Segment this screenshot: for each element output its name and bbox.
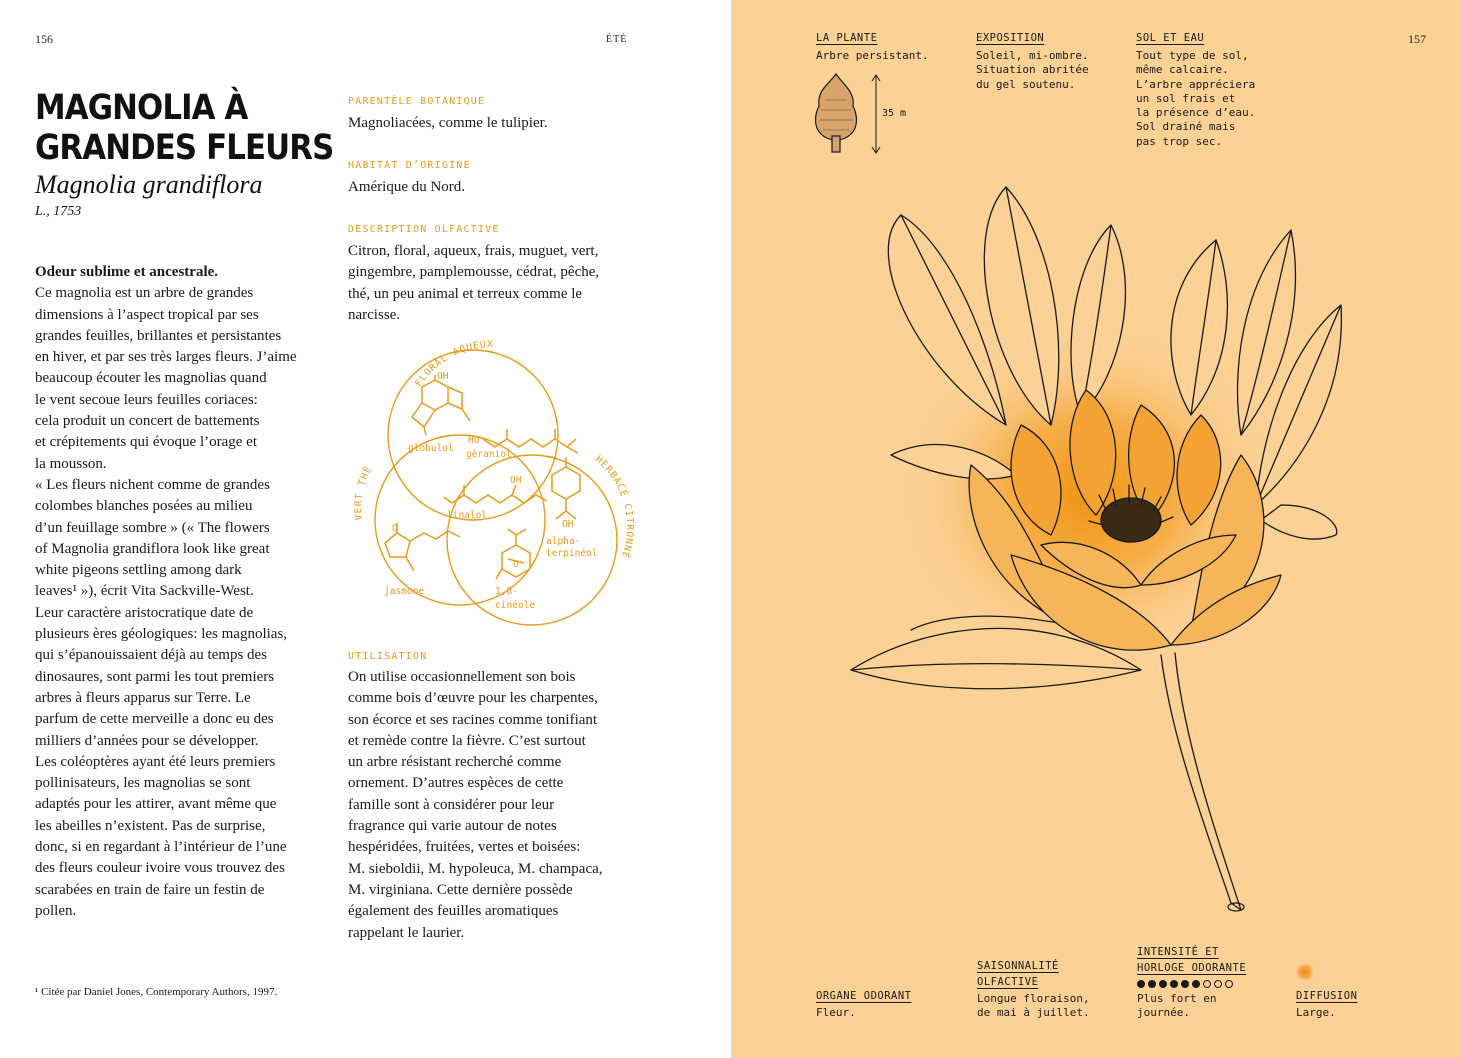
intro-line: donc, si en regardant à l’intérieur de l’une bbox=[35, 839, 287, 856]
diffusion-text: Large. bbox=[1296, 1006, 1336, 1019]
intensity-dot-empty bbox=[1214, 980, 1222, 988]
author-year: L., 1753 bbox=[35, 204, 82, 219]
intro-line: d’un feuillage sombre » (« The flowers bbox=[35, 519, 270, 536]
page-number-left: 156 bbox=[35, 32, 53, 46]
intensity-dot-filled bbox=[1148, 980, 1156, 988]
intro-lines bbox=[35, 283, 320, 922]
page-number-right: 157 bbox=[1408, 32, 1426, 46]
olfactive-venn-diagram bbox=[340, 335, 640, 635]
intro-line: et crépitements qui évoque l’orage et bbox=[35, 434, 257, 451]
organe-text: Fleur. bbox=[816, 1006, 856, 1019]
intensity-dot-filled bbox=[1159, 980, 1167, 988]
intro-line: la mousson. bbox=[35, 455, 107, 472]
molecule-linalol: linalol bbox=[447, 510, 488, 521]
intro-line: les abeilles n’existent. Pas de surprise, bbox=[35, 817, 266, 834]
exposition-text bbox=[976, 49, 1089, 92]
intro-line: dimensions à l’aspect tropical par ses bbox=[35, 306, 259, 323]
intro-line: dinosaures, sont parmi les tout premiers bbox=[35, 668, 275, 685]
intro-line: arbres à fleurs apparus sur Terre. Le bbox=[35, 689, 251, 706]
organe-label: ORGANE ODORANT bbox=[816, 990, 912, 1002]
habitat-label: HABITAT D’ORIGINE bbox=[348, 160, 471, 171]
sol-label: SOL ET EAU bbox=[1136, 32, 1205, 44]
intro-line: « Les fleurs nichent comme de grandes bbox=[35, 476, 270, 493]
utilisation-label: UTILISATION bbox=[348, 651, 428, 662]
utilisation-line: également des feuilles aromatiques bbox=[348, 903, 559, 920]
running-head: ÉTÉ bbox=[606, 34, 628, 45]
intensite-label bbox=[1137, 944, 1246, 976]
utilisation-line: son écorce et ses racines comme tonifiant bbox=[348, 711, 598, 728]
intensity-dot-empty bbox=[1225, 980, 1233, 988]
parentele-text: Magnoliacées, comme le tulipier. bbox=[348, 115, 548, 131]
utilisation-line: comme bois d’œuvre pour les charpentes, bbox=[348, 690, 598, 707]
plante-text: Arbre persistant. bbox=[816, 49, 929, 62]
description-line: Citron, floral, aqueux, frais, muguet, vert, bbox=[348, 243, 599, 259]
intensity-dot-filled bbox=[1170, 980, 1178, 988]
intro-lead: Odeur sublime et ancestrale. bbox=[35, 264, 219, 280]
utilisation-line: et remède contre la fièvre. C’est surtout bbox=[348, 732, 586, 749]
intro-line: of Magnolia grandiflora look like great bbox=[35, 540, 270, 557]
ho-label-geraniol: HO bbox=[468, 435, 480, 446]
title-line-1: MAGNOLIA À bbox=[35, 88, 248, 128]
intro-line: cela produit un concert de battements bbox=[35, 413, 260, 430]
plante-height: 35 m bbox=[882, 108, 907, 119]
sol-text bbox=[1136, 49, 1255, 149]
magnolia-illustration bbox=[841, 175, 1381, 925]
sol-line: la présence d’eau. bbox=[1136, 106, 1256, 120]
description-line: narcisse. bbox=[348, 306, 401, 323]
intensite-line: Plus fort en bbox=[1137, 992, 1217, 1005]
exposition-line: Soleil, mi-ombre. bbox=[976, 49, 1089, 62]
plante-label: LA PLANTE bbox=[816, 32, 878, 44]
o-label-jasmone: O bbox=[392, 523, 398, 534]
circle-label-floral: FLORAL AQUEUX bbox=[413, 339, 494, 389]
intro-line: Les coléoptères ayant été leurs premiers bbox=[35, 753, 276, 770]
exposition-line: Situation abritée bbox=[976, 63, 1089, 77]
saison-line: Longue floraison, bbox=[977, 992, 1090, 1005]
tree-icon bbox=[811, 70, 891, 160]
intro-line: parfum de cette merveille a donc eu des bbox=[35, 711, 274, 728]
sol-line: Sol drainé mais bbox=[1136, 120, 1236, 134]
oh-label-linalol: OH bbox=[510, 475, 522, 486]
saison-label-line: OLFACTIVE bbox=[977, 976, 1039, 988]
diffusion-label: DIFFUSION bbox=[1296, 990, 1358, 1002]
circle-label-herbace: HERBACÉ CITRONNÉ bbox=[593, 453, 636, 560]
sol-line: Tout type de sol, bbox=[1136, 49, 1249, 62]
utilisation-line: famille sont à considérer pour leur bbox=[348, 796, 555, 813]
diffusion-icon bbox=[1296, 963, 1314, 981]
exposition-label: EXPOSITION bbox=[976, 32, 1045, 44]
intro-line: Leur caractère aristocratique date de bbox=[35, 604, 254, 621]
intro-line: Ce magnolia est un arbre de grandes bbox=[35, 285, 254, 302]
description-label: DESCRIPTION OLFACTIVE bbox=[348, 224, 500, 235]
exposition-line: du gel soutenu. bbox=[976, 77, 1076, 91]
intensite-label-line: HORLOGE ODORANTE bbox=[1137, 962, 1247, 974]
utilisation-line: M. sieboldii, M. hypoleuca, M. champaca, bbox=[348, 860, 603, 877]
intensite-text bbox=[1137, 992, 1216, 1021]
parentele-label: PARENTÈLE BOTANIQUE bbox=[348, 96, 486, 107]
intensity-dot-empty bbox=[1203, 980, 1211, 988]
intro-line: colombes blanches posées au milieu bbox=[35, 498, 253, 515]
intro-line: plusieurs ères géologiques: les magnolias, bbox=[35, 626, 288, 643]
intro-line: grandes feuilles, brillantes et persistantes bbox=[35, 327, 282, 344]
molecule-cineole-2: cinéole bbox=[495, 600, 536, 611]
molecule-geraniol: géraniol bbox=[466, 449, 512, 460]
intensity-dot-filled bbox=[1192, 980, 1200, 988]
intro-line: white pigeons settling among dark bbox=[35, 562, 242, 579]
habitat-text: Amérique du Nord. bbox=[348, 179, 466, 195]
utilisation-text bbox=[348, 667, 638, 944]
intro-line: pollen. bbox=[35, 902, 77, 919]
utilisation-line: rappelant le laurier. bbox=[348, 924, 465, 941]
intro-line: leaves¹ »), écrit Vita Sackville-West. bbox=[35, 583, 254, 600]
utilisation-line: hespéridées, fruitées, vertes et boisées: bbox=[348, 839, 581, 856]
intro-line: beaucoup écouter les magnolias quand bbox=[35, 370, 267, 387]
saison-text bbox=[977, 992, 1090, 1021]
intro-line: scarabées en train de faire un festin de bbox=[35, 881, 265, 898]
sol-line: L’arbre appréciera bbox=[1136, 77, 1256, 91]
intensity-dot-filled bbox=[1137, 980, 1145, 988]
footnote: ¹ Citée par Daniel Jones, Contemporary Authors, 1997. bbox=[35, 986, 278, 998]
utilisation-line: On utilise occasionnellement son bois bbox=[348, 669, 576, 685]
intro-line: adaptés pour les attirer, avant même que bbox=[35, 796, 277, 813]
intensity-rating bbox=[1137, 980, 1233, 988]
sol-line: même calcaire. bbox=[1136, 63, 1229, 77]
intensite-label-line: INTENSITÉ ET bbox=[1137, 946, 1219, 958]
intro-line: le vent secoue leurs feuilles coriaces: bbox=[35, 391, 258, 408]
description-line: gingembre, pamplemousse, cédrat, pêche, bbox=[348, 264, 600, 281]
intensity-dot-filled bbox=[1181, 980, 1189, 988]
intro-text bbox=[35, 262, 320, 922]
oh-label-terpineol: OH bbox=[562, 519, 574, 530]
utilisation-line: fragrance qui varie autour de notes bbox=[348, 818, 557, 835]
utilisation-line: un arbre résistant recherché comme bbox=[348, 754, 562, 771]
molecule-jasmone: jasmone bbox=[384, 586, 425, 597]
utilisation-line: M. virginiana. Cette dernière possède bbox=[348, 881, 573, 898]
saison-label-line: SAISONNALITÉ bbox=[977, 960, 1059, 972]
utilisation-line: ornement. D’autres espèces de cette bbox=[348, 775, 564, 792]
saison-line: de mai à juillet. bbox=[977, 1006, 1090, 1020]
intensite-line: journée. bbox=[1137, 1006, 1190, 1020]
sol-line: un sol frais et bbox=[1136, 91, 1236, 105]
page-title bbox=[35, 88, 334, 168]
intro-line: des fleurs couleur ivoire vous trouvez des bbox=[35, 860, 285, 877]
molecule-terpineol: terpinéol bbox=[546, 548, 598, 559]
description-line: thé, un peu animal et terreux comme le bbox=[348, 285, 583, 302]
circle-label-vert: VERT THÉ bbox=[353, 464, 375, 521]
intro-line: pollinisateurs, les magnolias se sont bbox=[35, 775, 251, 792]
o-label-cineole: O bbox=[513, 559, 519, 570]
molecule-globulol: globulol bbox=[408, 443, 454, 454]
intro-line: qui s’épanouissaient déjà au temps des bbox=[35, 647, 268, 664]
intro-line: en hiver, et par ses très larges fleurs. J’aime bbox=[35, 349, 297, 366]
saison-label bbox=[977, 958, 1059, 990]
description-text bbox=[348, 241, 638, 326]
title-line-2: GRANDES FLEURS bbox=[35, 128, 334, 168]
oh-label-globulol: OH bbox=[437, 371, 449, 382]
latin-name: Magnolia grandiflora bbox=[35, 170, 263, 199]
right-page bbox=[731, 0, 1461, 1058]
molecule-alpha: alpha- bbox=[546, 536, 581, 547]
molecule-cineole-1: 1,8- bbox=[495, 586, 518, 597]
intro-line: milliers d’années pour se développer. bbox=[35, 732, 259, 749]
sol-line: pas trop sec. bbox=[1136, 134, 1223, 148]
